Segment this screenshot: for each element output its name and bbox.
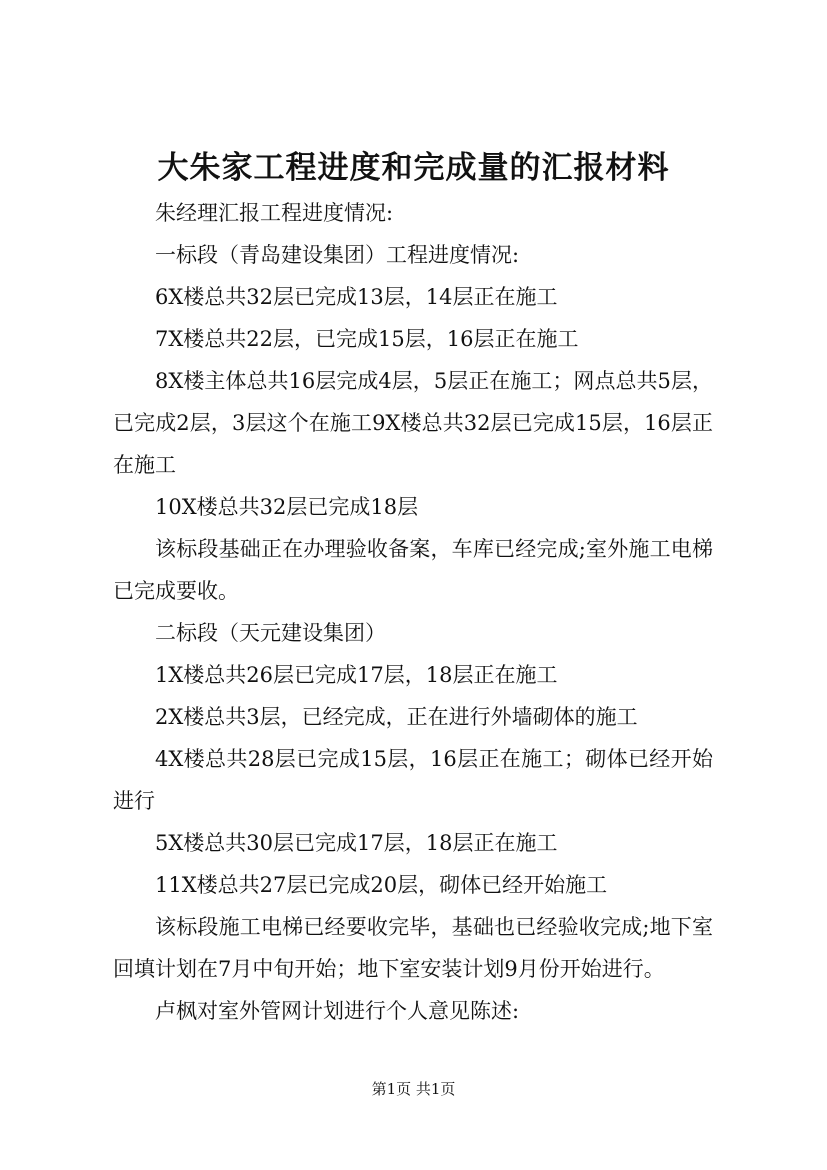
- paragraph-building-7x: 7X楼总共22层，已完成15层，16层正在施工: [155, 327, 579, 351]
- paragraph-section-two-summary: 该标段施工电梯已经要收完毕，基础也已经验收完成;地下室回填计划在7月中旬开始；地下室安装计划9月份开始进行。: [113, 915, 713, 981]
- paragraph-building-10x: 10X楼总共32层已完成18层: [155, 495, 419, 519]
- paragraph-building-2x: 2X楼总共3层，已经完成，正在进行外墙砌体的施工: [155, 705, 638, 729]
- paragraph-building-6x: 6X楼总共32层已完成13层，14层正在施工: [155, 285, 558, 309]
- paragraph-building-5x: 5X楼总共30层已完成17层，18层正在施工: [155, 831, 558, 855]
- document-title: 大朱家工程进度和完成量的汇报材料: [157, 150, 670, 186]
- page-footer: 第1页 共1页: [371, 1080, 456, 1098]
- paragraph-section-one-summary: 该标段基础正在办理验收备案，车库已经完成;室外施工电梯已完成要收。: [113, 537, 713, 603]
- paragraph-building-11x: 11X楼总共27层已完成20层，砌体已经开始施工: [155, 873, 608, 897]
- paragraph-building-4x: 4X楼总共28层已完成15层，16层正在施工；砌体已经开始进行: [113, 747, 713, 813]
- paragraph-section-two-heading: 二标段（天元建设集团）: [155, 621, 386, 645]
- paragraph-pipe-network-opinion: 卢枫对室外管网计划进行个人意见陈述:: [155, 999, 520, 1023]
- paragraph-report-intro: 朱经理汇报工程进度情况:: [155, 201, 394, 225]
- paragraph-building-1x: 1X楼总共26层已完成17层，18层正在施工: [155, 663, 558, 687]
- paragraph-section-one-heading: 一标段（青岛建设集团）工程进度情况:: [155, 243, 520, 267]
- paragraph-building-8x-9x: 8X楼主体总共16层完成4层，5层正在施工；网点总共5层，已完成2层，3层这个在施工9X楼总共32层已完成15层，16层正在施工: [113, 369, 713, 477]
- document-body: [113, 192, 713, 1032]
